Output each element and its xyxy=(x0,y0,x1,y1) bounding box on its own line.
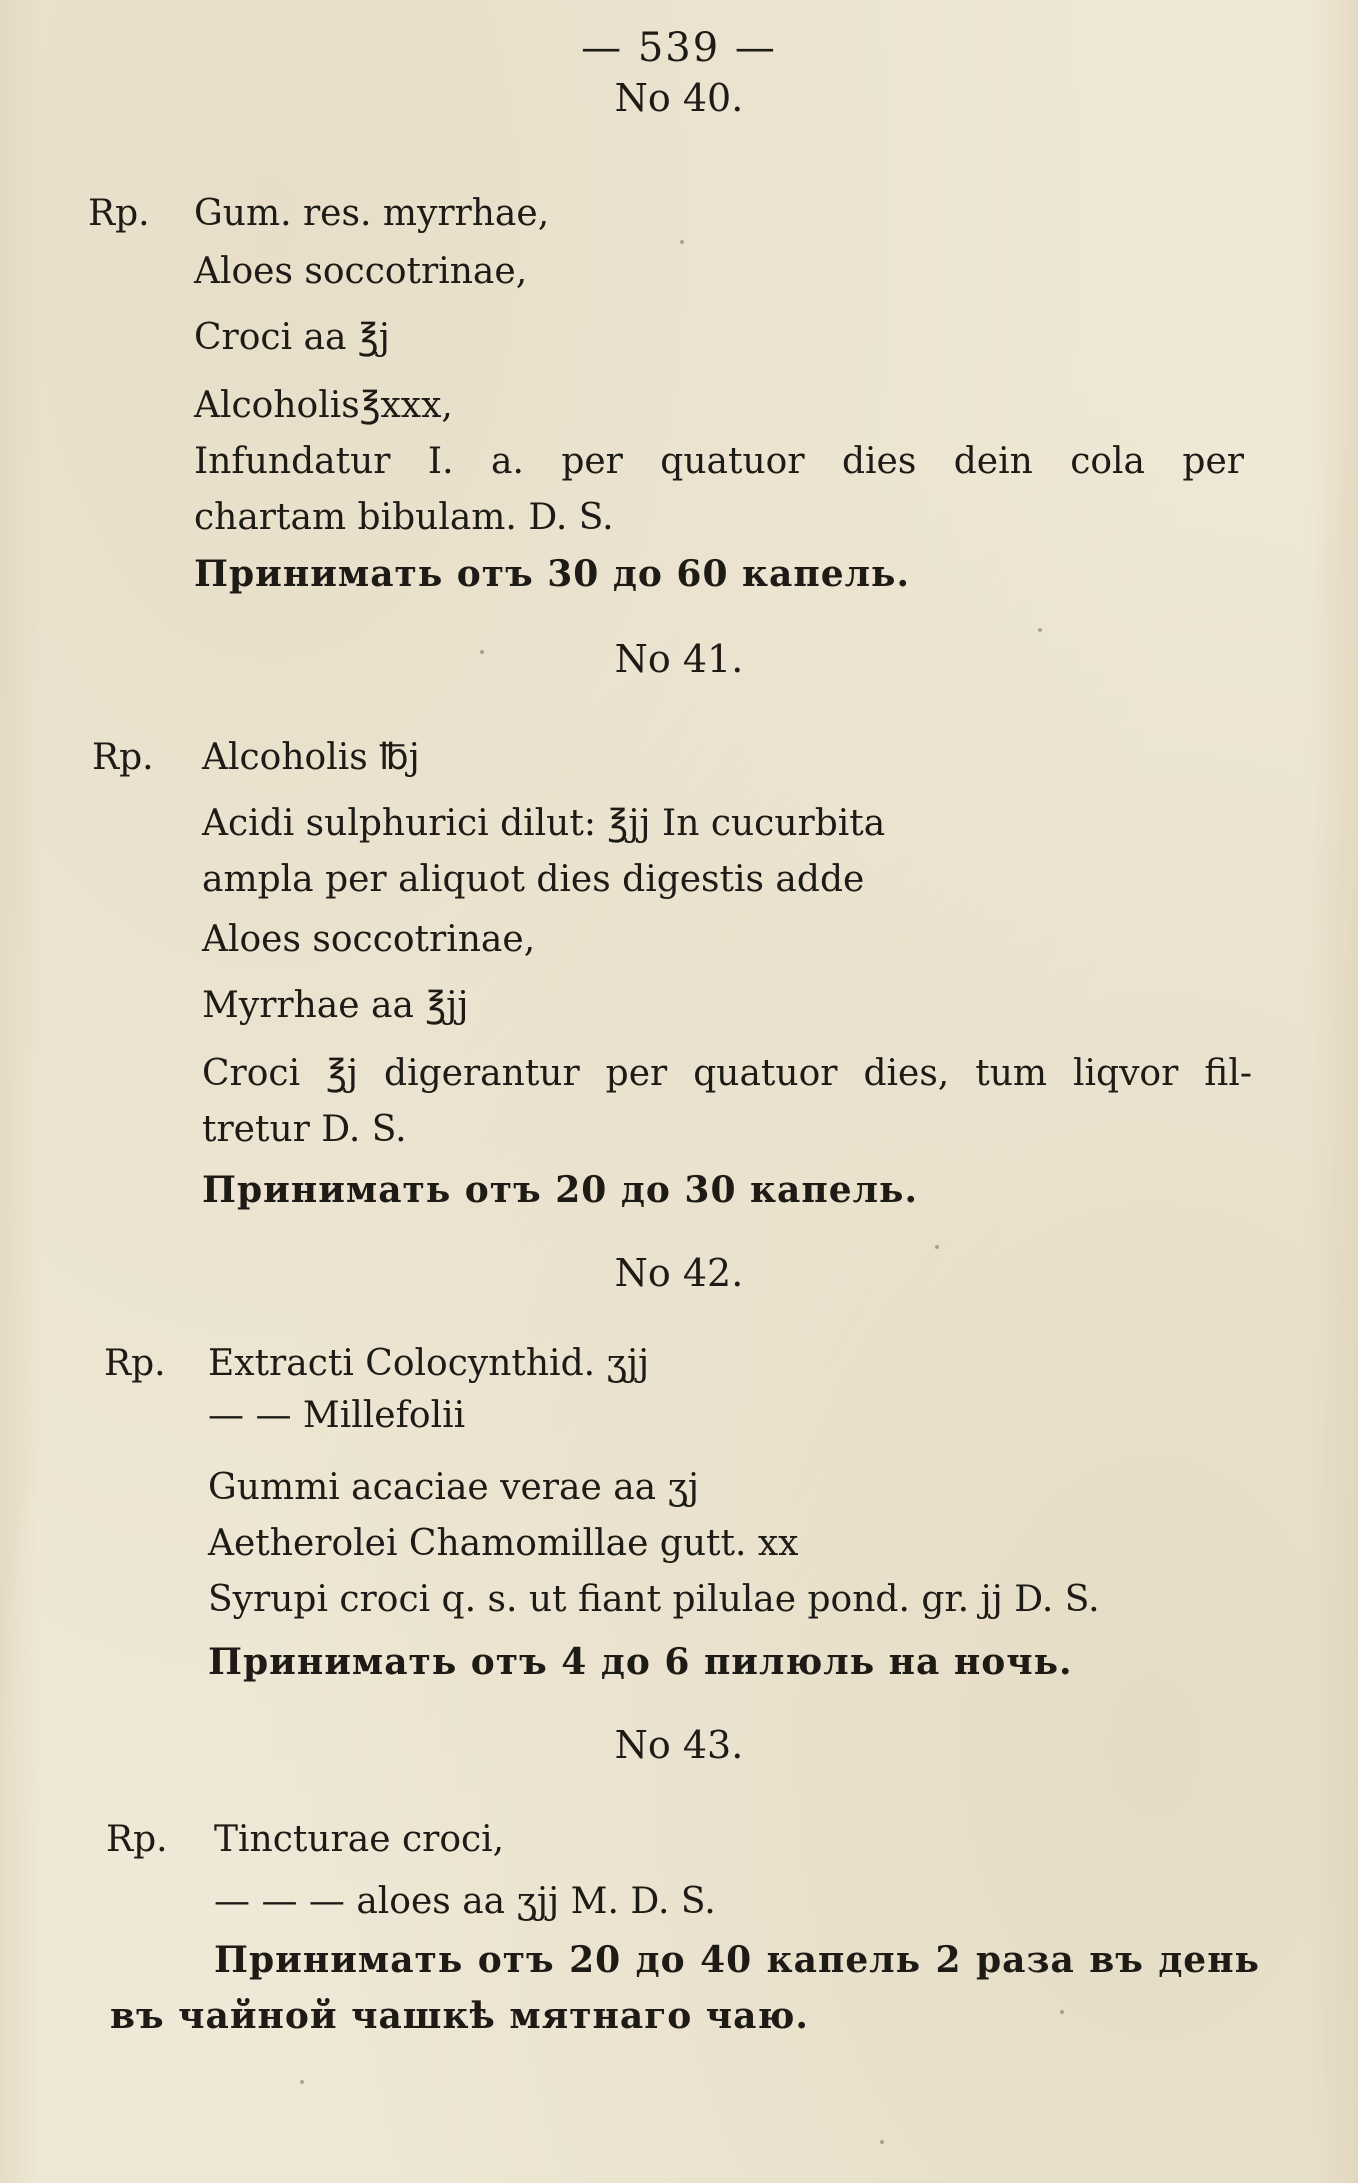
instruction-line: Croci ℥j digerantur per quatuor dies, tum liqvor fil- xyxy=(202,1053,1252,1094)
ingredient-line: Gum. res. myrrhae, xyxy=(194,193,550,234)
paper-speck xyxy=(1060,2010,1064,2014)
dosage-instruction: въ чайной чашкѣ мятнаго чаю. xyxy=(110,1995,809,2037)
prescription-number: No 43. xyxy=(614,1723,744,1767)
paper-speck xyxy=(1038,628,1042,632)
recipe-label: Rp. xyxy=(88,193,150,234)
ingredient-line: Croci aa ℥j xyxy=(194,317,390,358)
ingredient-line: Acidi sulphurici dilut: ℥jj In cucurbita xyxy=(202,803,886,844)
prescription-number: No 42. xyxy=(614,1251,744,1295)
ingredient-line: Extracti Colocynthid. ʒjj xyxy=(208,1343,650,1384)
recipe-label: Rp. xyxy=(104,1343,166,1384)
prescription-number: No 41. xyxy=(614,637,744,681)
ingredient-line: ampla per aliquot dies digestis adde xyxy=(202,859,865,900)
ingredient-line: Aloes soccotrinae, xyxy=(202,919,536,960)
paper-speck xyxy=(480,650,484,654)
ingredient-line: Aetherolei Chamomillae gutt. xx xyxy=(208,1523,799,1564)
ingredient-line: Tincturae croci, xyxy=(214,1819,505,1860)
dosage-instruction: Принимать отъ 30 до 60 капель. xyxy=(194,553,910,595)
page-number: — 539 — xyxy=(581,25,777,71)
ingredient-line: Syrupi croci q. s. ut fiant pilulae pond. gr. jj D. S. xyxy=(208,1579,1100,1620)
dosage-instruction: Принимать отъ 20 до 30 капель. xyxy=(202,1169,918,1211)
recipe-label: Rp. xyxy=(106,1819,168,1860)
instruction-line: chartam bibulam. D. S. xyxy=(194,497,614,538)
recipe-label: Rp. xyxy=(92,737,154,778)
paper-speck xyxy=(880,2140,884,2144)
ingredient-line: Myrrhae aa ℥jj xyxy=(202,985,469,1026)
dosage-instruction: Принимать отъ 4 до 6 пилюль на ночь. xyxy=(208,1641,1073,1683)
paper-speck xyxy=(680,240,684,244)
ingredient-line: — — Millefolii xyxy=(208,1395,466,1436)
ingredient-line: — — — aloes aa ʒjj M. D. S. xyxy=(214,1881,716,1922)
ingredient-line: Gummi acaciae verae aa ʒj xyxy=(208,1467,700,1508)
ingredient-line: Aloes soccotrinae, xyxy=(194,251,528,292)
instruction-line: tretur D. S. xyxy=(202,1109,407,1150)
paper-speck xyxy=(935,1245,939,1249)
prescription-number: No 40. xyxy=(614,76,744,120)
ingredient-line: Alcoholis ℔j xyxy=(202,737,420,778)
paper-speck xyxy=(300,2080,304,2084)
dosage-instruction: Принимать отъ 20 до 40 капель 2 раза въ день xyxy=(214,1939,1260,1981)
instruction-line: Infundatur I. a. per quatuor dies dein cola per xyxy=(194,441,1244,482)
ingredient-line: Alcoholis℥xxx, xyxy=(194,385,453,426)
